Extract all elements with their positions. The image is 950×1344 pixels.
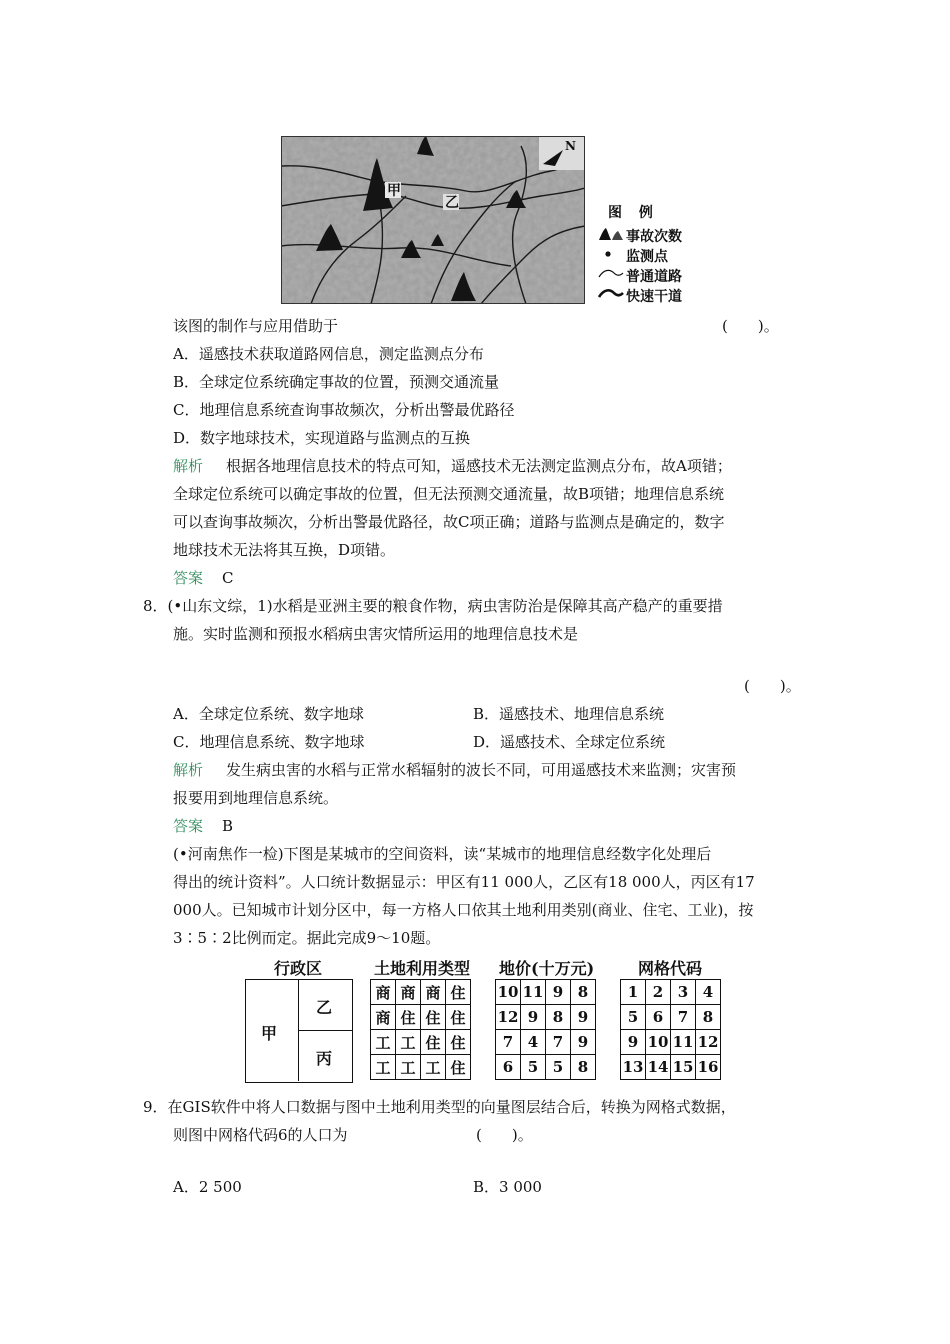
price-cell: 5 [546,1055,571,1080]
landuse-cell: 工 [371,1055,396,1080]
q7-option-a: A．遥感技术获取道路网信息，测定监测点分布 [173,345,484,363]
q8-answer: B [222,817,234,835]
intro-line-1: (•河南焦作一检)下图是某城市的空间资料，读“某城市的地理信息经数字化处理后 [173,845,712,863]
gridcode-table [620,979,721,1080]
gridcode-cell: 12 [696,1030,721,1055]
gridcode-row [621,1005,721,1030]
q8-option-a: A．全球定位系统、数字地球 [173,705,364,723]
landuse-cell: 工 [396,1030,421,1055]
q9-option-a: A．2 500 [173,1178,242,1196]
q7-option-b: B．全球定位系统确定事故的位置，预测交通流量 [173,373,500,391]
gridcode-cell: 11 [671,1030,696,1055]
legend-item-normal-road [598,266,682,286]
gridcode-cell: 9 [621,1030,646,1055]
price-cell: 9 [546,980,571,1005]
q7-option-d: D．数字地球技术，实现道路与监测点的互换 [173,429,471,447]
landuse-cell: 住 [446,1055,471,1080]
accident-map-svg [281,136,585,304]
price-table [495,979,596,1080]
price-cell: 10 [496,980,521,1005]
gridcode-cell: 2 [646,980,671,1005]
price-cell: 11 [521,980,546,1005]
north-arrow-icon [539,136,585,170]
landuse-cell: 商 [371,1005,396,1030]
q9-stem-line-2: 则图中网格代码6的人口为 [173,1126,348,1144]
price-cell: 9 [571,1030,596,1055]
landuse-cell: 住 [421,1005,446,1030]
q8-blank: ( )。 [744,677,801,695]
q8-analysis-line-2: 报要用到地理信息系统。 [173,789,339,807]
gridcode-cell: 7 [671,1005,696,1030]
price-cell: 6 [496,1055,521,1080]
landuse-cell: 商 [371,980,396,1005]
price-cell: 12 [496,1005,521,1030]
gridcode-cell: 16 [696,1055,721,1080]
q8-stem-line-1: 8．(•山东文综，1)水稻是亚洲主要的粮食作物，病虫害防治是保障其高产稳产的重要措 [143,597,723,615]
price-row [496,1030,596,1055]
landuse-table-title: 土地利用类型 [374,959,471,978]
legend-label-accident: 事故次数 [626,229,682,245]
monitor-point-icon [598,247,626,265]
q9-stem-line-1: 9．在GIS软件中将人口数据与图中土地利用类型的向量图层结合后，转换为网格式数据， [143,1098,736,1116]
price-cell: 8 [546,1005,571,1030]
price-cell: 8 [571,1055,596,1080]
q7-answer: C [222,569,234,587]
gridcode-cell: 15 [671,1055,696,1080]
landuse-cell: 工 [371,1030,396,1055]
gridcode-cell: 8 [696,1005,721,1030]
price-cell: 4 [521,1030,546,1055]
legend-label-expressway: 快速干道 [626,289,682,305]
admin-divider-horizontal [298,1030,352,1031]
q7-analysis-line-4: 地球技术无法将其互换，D项错。 [173,541,396,559]
q7-analysis-line-2: 全球定位系统可以确定事故的位置，但无法预测交通流量，故B项错；地理信息系统 [173,485,725,503]
legend-label-normal-road: 普通道路 [626,269,682,285]
gridcode-cell: 4 [696,980,721,1005]
legend-title: 图 例 [608,205,659,221]
price-table-title: 地价(十万元) [499,959,595,978]
q7-option-c: C．地理信息系统查询事故频次，分析出警最优路径 [173,401,515,419]
price-row [496,1055,596,1080]
legend-item-expressway [598,286,682,306]
landuse-table [370,979,471,1080]
price-cell: 9 [521,1005,546,1030]
landuse-row [371,1005,471,1030]
q7-stem: 该图的制作与应用借助于 [173,317,339,335]
price-cell: 8 [571,980,596,1005]
gridcode-cell: 1 [621,980,646,1005]
gridcode-table-title: 网格代码 [638,959,703,978]
admin-table-title: 行政区 [274,959,323,978]
admin-district-diagram [245,979,353,1083]
landuse-cell: 工 [421,1055,446,1080]
q9-blank: ( )。 [476,1126,533,1144]
landuse-cell: 商 [421,980,446,1005]
normal-road-icon [598,267,626,285]
north-label: N [565,139,576,153]
q7-answer-label: 答案 [173,569,204,587]
q7-blank: ( )。 [722,317,779,335]
gridcode-row [621,1055,721,1080]
price-cell: 5 [521,1055,546,1080]
legend-item-monitor [598,246,668,266]
landuse-cell: 商 [396,980,421,1005]
admin-label-jia: 甲 [261,1024,278,1043]
q8-option-b: B．遥感技术、地理信息系统 [473,705,665,723]
landuse-row [371,980,471,1005]
landuse-cell: 住 [446,980,471,1005]
legend-item-accident [598,226,682,246]
gridcode-cell: 14 [646,1055,671,1080]
q7-analysis-line-3: 可以查询事故频次，分析出警最优路径，故C项正确；道路与监测点是确定的，数字 [173,513,725,531]
accident-count-icon [598,227,626,245]
q8-analysis-line-1: 发生病虫害的水稻与正常水稻辐射的波长不同，可用遥感技术来监测；灾害预 [226,761,737,779]
admin-label-yi: 乙 [316,998,333,1017]
intro-line-4: 3∶5∶2比例而定。据此完成9～10题。 [173,929,441,947]
intro-line-3: 000人。已知城市计划分区中，每一方格人口依其土地利用类别(商业、住宅、工业)，按 [173,901,754,919]
map-label-yi: 乙 [445,195,459,211]
landuse-cell: 住 [446,1005,471,1030]
gridcode-row [621,1030,721,1055]
gridcode-cell: 6 [646,1005,671,1030]
price-cell: 7 [496,1030,521,1055]
price-row [496,980,596,1005]
q8-answer-label: 答案 [173,817,204,835]
q8-analysis-label: 解析 [173,761,204,779]
q9-option-b: B．3 000 [473,1178,542,1196]
q8-option-c: C．地理信息系统、数字地球 [173,733,365,751]
accident-map-image [281,136,585,304]
landuse-cell: 住 [446,1030,471,1055]
q7-analysis-line-1: 根据各地理信息技术的特点可知，遥感技术无法测定监测点分布，故A项错； [226,457,732,475]
gridcode-row [621,980,721,1005]
landuse-cell: 住 [421,1030,446,1055]
gridcode-cell: 3 [671,980,696,1005]
gridcode-cell: 5 [621,1005,646,1030]
expressway-icon [598,287,626,305]
q8-stem-line-2: 施。实时监测和预报水稻病虫害灾情所运用的地理信息技术是 [173,625,579,643]
admin-label-bing: 丙 [316,1049,333,1068]
landuse-row [371,1030,471,1055]
landuse-cell: 工 [396,1055,421,1080]
map-label-jia: 甲 [387,183,401,199]
landuse-cell: 住 [396,1005,421,1030]
price-cell: 9 [571,1005,596,1030]
price-row [496,1005,596,1030]
q8-option-d: D．遥感技术、全球定位系统 [473,733,666,751]
gridcode-cell: 10 [646,1030,671,1055]
q7-analysis-label: 解析 [173,457,204,475]
intro-line-2: 得出的统计资料”。人口统计数据显示：甲区有11 000人，乙区有18 000人，丙区有17 [173,873,755,891]
price-cell: 7 [546,1030,571,1055]
gridcode-cell: 13 [621,1055,646,1080]
legend-label-monitor: 监测点 [626,249,668,265]
landuse-row [371,1055,471,1080]
